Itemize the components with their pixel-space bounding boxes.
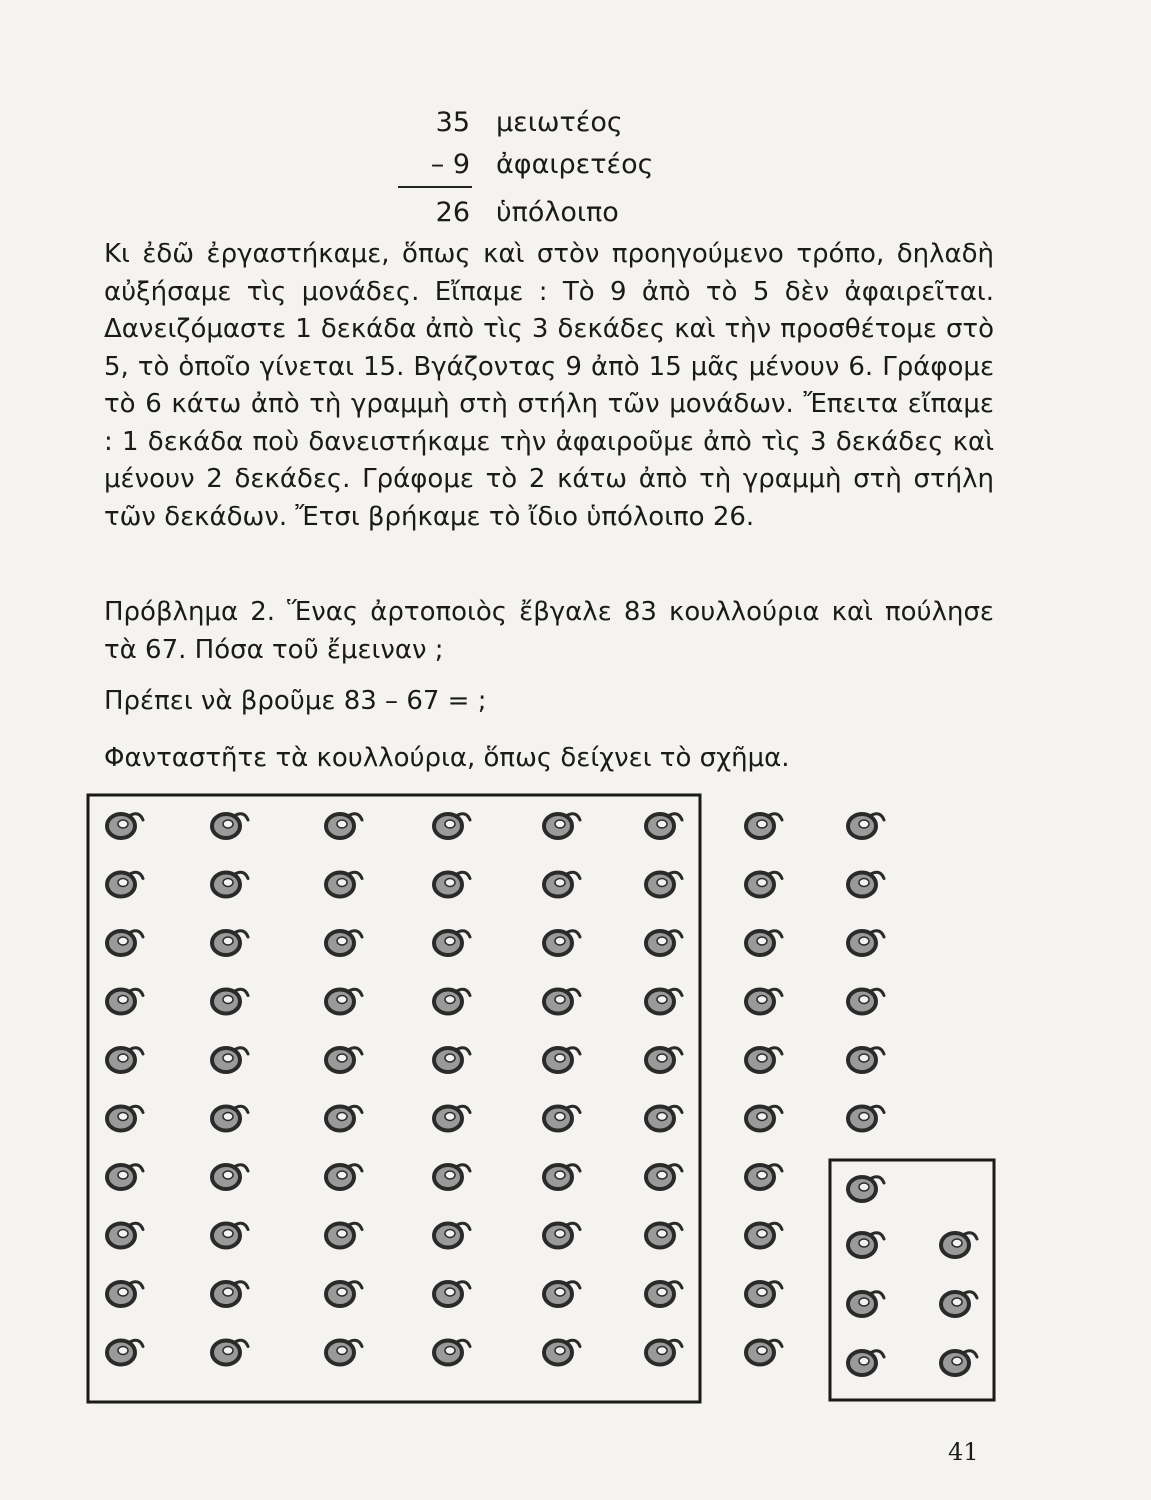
ring-big-box [212,1282,248,1306]
ring-big-box [434,1340,470,1364]
difference-label: ὑπόλοιπο [496,197,619,228]
ring-small-box [848,1177,884,1201]
ring-big-box [326,1165,362,1189]
ring-outside [848,872,884,896]
ring-big-box [434,931,470,955]
ring-big-box [107,1282,143,1306]
ring-big-box [646,1106,682,1130]
ring-big-box [326,1340,362,1364]
ring-big-box [646,989,682,1013]
ring-big-box [212,1223,248,1247]
ring-outside [848,1048,884,1072]
ring-big-box [434,1282,470,1306]
ring-big-box [212,1340,248,1364]
ring-outside [848,931,884,955]
ring-big-box [212,1106,248,1130]
difference-value: 26 [435,197,470,228]
ring-big-box [326,1106,362,1130]
ring-outside [848,1106,884,1130]
ring-big-box [212,814,248,838]
ring-big-box [646,1048,682,1072]
ring-big-box [544,872,580,896]
ring-outside [746,1340,782,1364]
ring-big-box [434,989,470,1013]
ring-big-box [326,872,362,896]
ring-big-box [544,1165,580,1189]
ring-big-box [434,1165,470,1189]
ring-outside [746,931,782,955]
ring-big-box [212,1165,248,1189]
ring-outside [746,814,782,838]
ring-big-box [326,814,362,838]
rings-group [107,814,977,1375]
ring-big-box [326,1282,362,1306]
ring-big-box [434,872,470,896]
subtrahend-label: ἀφαιρετέος [496,149,654,180]
ring-outside [746,1106,782,1130]
ring-big-box [544,931,580,955]
ring-outside [848,989,884,1013]
ring-outside [746,989,782,1013]
ring-big-box [544,1223,580,1247]
ring-big-box [646,1165,682,1189]
ring-big-box [212,931,248,955]
ring-big-box [107,1106,143,1130]
ring-big-box [646,931,682,955]
ring-outside [746,1223,782,1247]
ring-outside [746,1048,782,1072]
ring-big-box [544,814,580,838]
ring-big-box [212,1048,248,1072]
ring-big-box [326,1223,362,1247]
ring-big-box [107,931,143,955]
ring-big-box [107,814,143,838]
ring-big-box [544,1106,580,1130]
ring-big-box [107,1048,143,1072]
ring-big-box [107,1340,143,1364]
ring-big-box [326,989,362,1013]
ring-big-box [544,1340,580,1364]
ring-small-box [848,1233,884,1257]
ring-big-box [544,989,580,1013]
page-number: 41 [948,1438,979,1466]
ring-outside [746,1282,782,1306]
figure-intro-paragraph: Φανταστῆτε τὰ κουλλούρια, ὅπως δείχνει τὸ σχῆμα. [104,743,790,773]
ring-small-box [941,1351,977,1375]
ring-outside [746,872,782,896]
ring-big-box [107,989,143,1013]
ring-outside [746,1165,782,1189]
ring-big-box [646,1282,682,1306]
ring-big-box [544,1282,580,1306]
ring-big-box [646,814,682,838]
explanation-paragraph: Κι ἐδῶ ἐργαστήκαμε, ὅπως καὶ στὸν προηγούμενο τρόπο, δηλαδὴ αὐξήσαμε τὶς μονάδες. Εἴπαμε : Τὸ 9 ἀπὸ τὸ 5 δὲν ἀφαιρεῖται. Δανειζόμαστε 1 δεκάδα ἀπὸ τὶς 3 δεκάδες καὶ τὴν προσθέτομε στὸ 5, τὸ ὁποῖο γίνεται 15. Βγάζοντας 9 ἀπὸ 15 μᾶς μένουν 6. Γράφομε τὸ 6 κάτω ἀπὸ τὴ γραμμὴ στὴ στήλη τῶν μονάδων. Ἔπειτα εἴπαμε : 1 δεκάδα ποὺ δανειστήκαμε τὴν ἀφαιροῦμε ἀπὸ τὶς 3 δεκάδες καὶ μένουν 2 δεκάδες. Γράφομε τὸ 2 κάτω ἀπὸ τὴ γραμμὴ στὴ στήλη τῶν δεκάδων. Ἔτσι βρήκαμε τὸ ἴδιο ὑπόλοιπο 26. [104,239,994,532]
ring-big-box [646,872,682,896]
ring-small-box [848,1351,884,1375]
ring-big-box [544,1048,580,1072]
ring-big-box [212,989,248,1013]
ring-big-box [107,1165,143,1189]
ring-outside [848,814,884,838]
ring-small-box [941,1292,977,1316]
ring-big-box [434,814,470,838]
subtrahend-value: – 9 [430,149,470,180]
ring-big-box [434,1223,470,1247]
ring-big-box [107,1223,143,1247]
problem-2-paragraph: Πρόβλημα 2. Ἕνας ἀρτοποιὸς ἔβγαλε 83 κουλλούρια καὶ πούλησε τὰ 67. Πόσα τοῦ ἔμειναν ; [104,597,994,665]
ring-big-box [212,872,248,896]
big-box-frame [88,795,700,1402]
minuend-label: μειωτέος [496,107,623,138]
ring-big-box [646,1223,682,1247]
ring-small-box [941,1233,977,1257]
ring-small-box [848,1292,884,1316]
equation-paragraph: Πρέπει νὰ βροῦμε 83 – 67 = ; [104,686,487,716]
ring-big-box [434,1106,470,1130]
minuend-value: 35 [435,107,470,138]
ring-big-box [434,1048,470,1072]
ring-big-box [326,931,362,955]
ring-big-box [107,872,143,896]
ring-big-box [326,1048,362,1072]
ring-big-box [646,1340,682,1364]
